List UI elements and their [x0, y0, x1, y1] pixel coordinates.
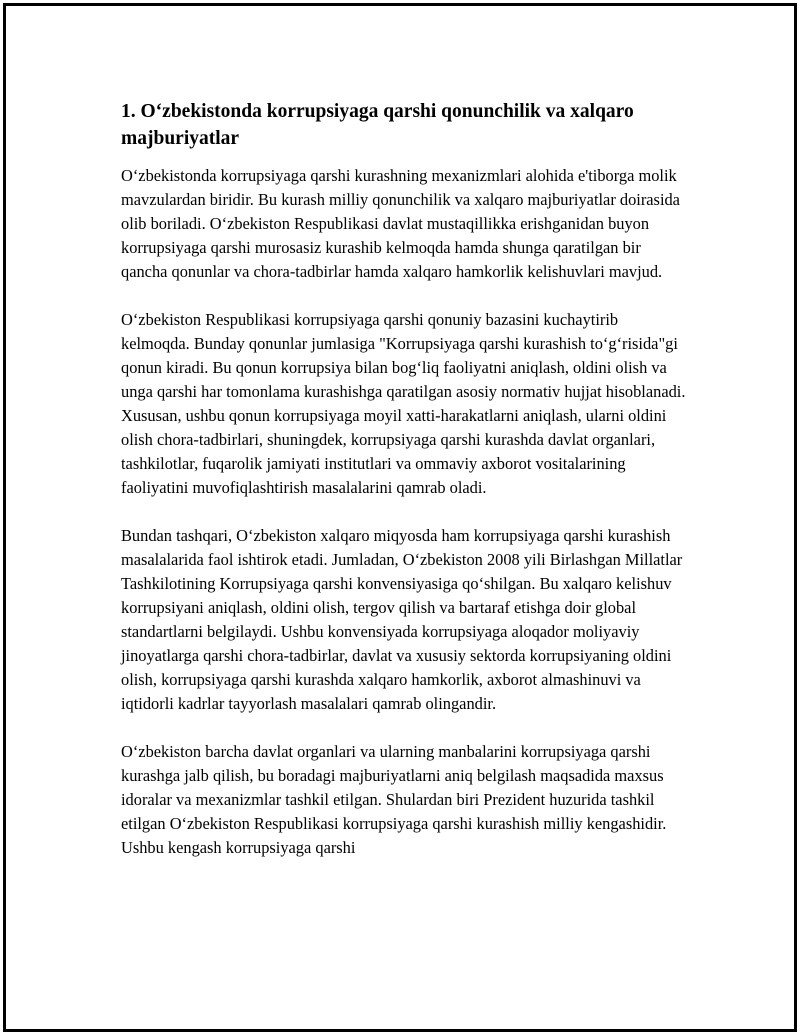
paragraph-3: Bundan tashqari, O‘zbekiston xalqaro miqyosda ham korrupsiyaga qarshi kurashish masalalarida faol ishtirok etadi. Jumladan, O‘zbekiston 2008 yili Birlashgan Millatlar Tashkilotining Korrupsiyaga qarshi konvensiyasiga qo‘shilgan. Bu xalqaro kelishuv korrupsiyani aniqlash, oldini olish, tergov qilish va bartaraf etishga doir global standartlarni belgilaydi. Ushbu konvensiyada korrupsiyaga aloqador moliyaviy jinoyatlarga qarshi chora-tadbirlar, davlat va xususiy sektorda korrupsiyaning oldini olish, korrupsiyaga qarshi kurashda xalqaro hamkorlik, axborot almashinuvi va iqtidorli kadrlar tayyorlash masalalari qamrab olingandir. [121, 526, 683, 713]
document-body [121, 98, 686, 884]
paragraph-1: O‘zbekistonda korrupsiyaga qarshi kurashning mexanizmlari alohida e'tiborga molik mavzulardan biridir. Bu kurash milliy qonunchilik va xalqaro majburiyatlar doirasida olib boriladi. O‘zbekiston Respublikasi davlat mustaqillikka erishganidan buyon korrupsiyaga qarshi murosasiz kurashib kelmoqda hamda shunga qaratilgan bir qancha qonunlar va chora-tadbirlar hamda xalqaro hamkorlik kelishuvlari mavjud. [121, 166, 680, 281]
paragraph-2: O‘zbekiston Respublikasi korrupsiyaga qarshi qonuniy bazasini kuchaytirib kelmoqda. Bunday qonunlar jumlasiga "Korrupsiyaga qarshi kurashish to‘g‘risida"gi qonun kiradi. Bu qonun korrupsiya bilan bog‘liq faoliyatni aniqlash, oldini olish va unga qarshi har tomonlama kurashishga qaratilgan asosiy normativ hujjat hisoblanadi. Xususan, ushbu qonun korrupsiyaga moyil xatti-harakatlarni aniqlash, ularni oldini olish chora-tadbirlari, shuningdek, korrupsiyaga qarshi kurashda davlat organlari, tashkilotlar, fuqarolik jamiyati institutlari va ommaviy axborot vositalarining faoliyatini muvofiqlashtirish masalalarini qamrab oladi. [121, 310, 686, 497]
document-page [3, 3, 797, 1032]
paragraph-4: O‘zbekiston barcha davlat organlari va ularning manbalarini korrupsiyaga qarshi kurashga jalb qilish, bu boradagi majburiyatlarni aniq belgilash maqsadida maxsus idoralar va mexanizmlar tashkil etilgan. Shulardan biri Prezident huzurida tashkil etilgan O‘zbekiston Respublikasi korrupsiyaga qarshi kurashish milliy kengashidir. Ushbu kengash korrupsiyaga qarshi [121, 742, 667, 857]
section-heading: 1. O‘zbekistonda korrupsiyaga qarshi qonunchilik va xalqaro majburiyatlar [121, 101, 634, 149]
